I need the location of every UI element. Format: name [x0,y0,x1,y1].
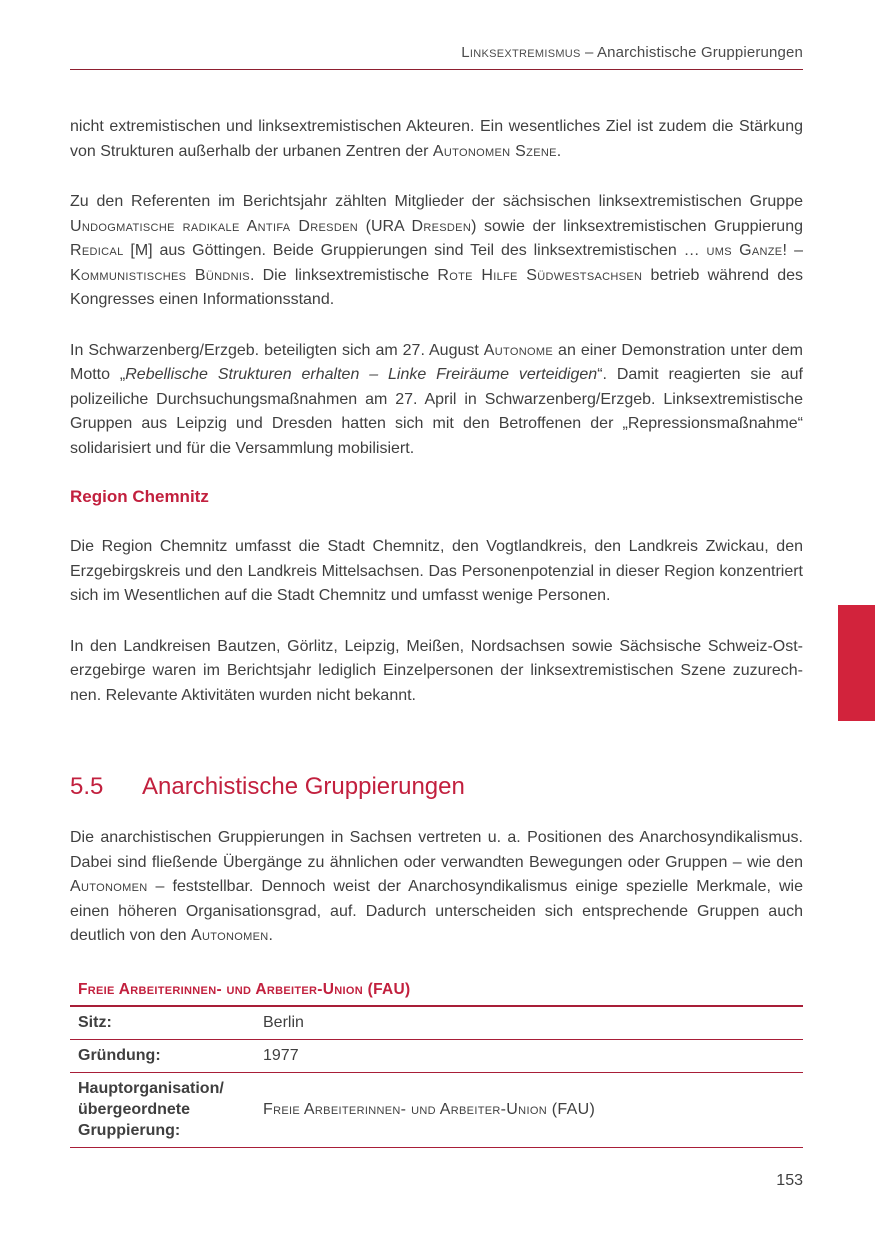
infobox-value: Berlin [263,1006,803,1040]
infobox-title-row [70,979,803,1006]
section-title: Anarchistische Gruppierungen [142,773,465,800]
infobox-label: Hauptorganisation/ übergeordnete Gruppierung: [70,1072,263,1147]
page-number: 153 [776,1172,803,1189]
fau-infobox-table [70,979,803,1148]
infobox-label: Sitz: [70,1006,263,1040]
chapter-side-tab [838,605,875,721]
infobox-value: 1977 [263,1039,803,1072]
body-paragraph: In Schwarzenberg/Erzgeb. beteiligten sich am 27. August Autonome an einer Demonstration unter dem Motto „Rebellische Strukturen erhalten – Linke Freiräume verteidigen“. Damit reagierten sie auf polizeiliche Durchsuchungsmaßnahmen am 27. April in Schwarzenberg/Erzgeb. Linksextremistische Gruppen aus Leipzig und Dresden hatten sich mit den Betroffenen der „Repressionsmaßnahme“ solidarisiert und für die Versammlung mobilisiert. [70,341,804,457]
infobox-row [70,1072,803,1147]
infobox-value: Freie Arbeiterinnen- und Arbeiter-Union (FAU) [263,1072,803,1147]
section-number: 5.5 [70,773,104,800]
region-chemnitz-heading: Region Chemnitz [70,487,209,506]
infobox-row [70,1006,803,1040]
section-heading [70,772,803,802]
running-header [70,0,803,70]
running-header-title: Linksextremismus – Anarchistische Gruppierungen [461,44,803,61]
body-paragraph: nicht extremistischen und linksextremistischen Akteuren. Ein wesentliches Ziel ist zudem die Stärkung von Strukturen außerhalb der urbanen Zentren der Autonomen Szene. [70,118,803,160]
body-paragraph: Zu den Referenten im Berichtsjahr zählten Mitglieder der sächsischen linksextremistischen Gruppe Undogmatische radikale Antifa Dresden (URA Dresden) sowie der linksextremistischen Gruppierung Redical [M] aus Göttingen. Beide Gruppierungen sind Teil des linksextremistischen … ums Ganze! – Kommunistisches Bündnis. Die linksextremistische Rote Hilfe Südwestsachsen betrieb während des Kongresses einen Informationsstand. [70,193,804,308]
infobox-label: Gründung: [70,1039,263,1072]
body-paragraph: Die anarchistischen Gruppierungen in Sachsen vertreten u. a. Positionen des Anarchosyndikalismus. Dabei sind fließende Übergänge zu ähnlichen oder verwandten Bewegungen oder Gruppen – wie den Autonomen – feststellbar. Dennoch weist der Anarchosyndikalismus einige spezielle Merkmale, wie einen höheren Organisationsgrad, auf. Dadurch unterscheiden sich entsprechende Gruppen auch deutlich von den Autonomen. [70,829,803,944]
infobox-title: Freie Arbeiterinnen- und Arbeiter-Union (FAU) [70,979,803,1006]
body-paragraph: In den Landkreisen Bautzen, Görlitz, Leipzig, Meißen, Nordsachsen sowie Sächsische Schweiz-Osterzgebirge waren im Berichtsjahr lediglich Einzelpersonen der linksextremistischen Szene zuzurechnen. Relevante Aktivitäten wurden nicht bekannt. [70,637,803,704]
infobox-row [70,1039,803,1072]
body-paragraph: Die Region Chemnitz umfasst die Stadt Chemnitz, den Vogtlandkreis, den Landkreis Zwickau, den Erzgebirgskreis und den Landkreis Mittelsachsen. Das Personenpotenzial in dieser Region konzentriert sich im Wesentlichen auf die Stadt Chemnitz und umfasst wenige Personen. [70,538,803,604]
